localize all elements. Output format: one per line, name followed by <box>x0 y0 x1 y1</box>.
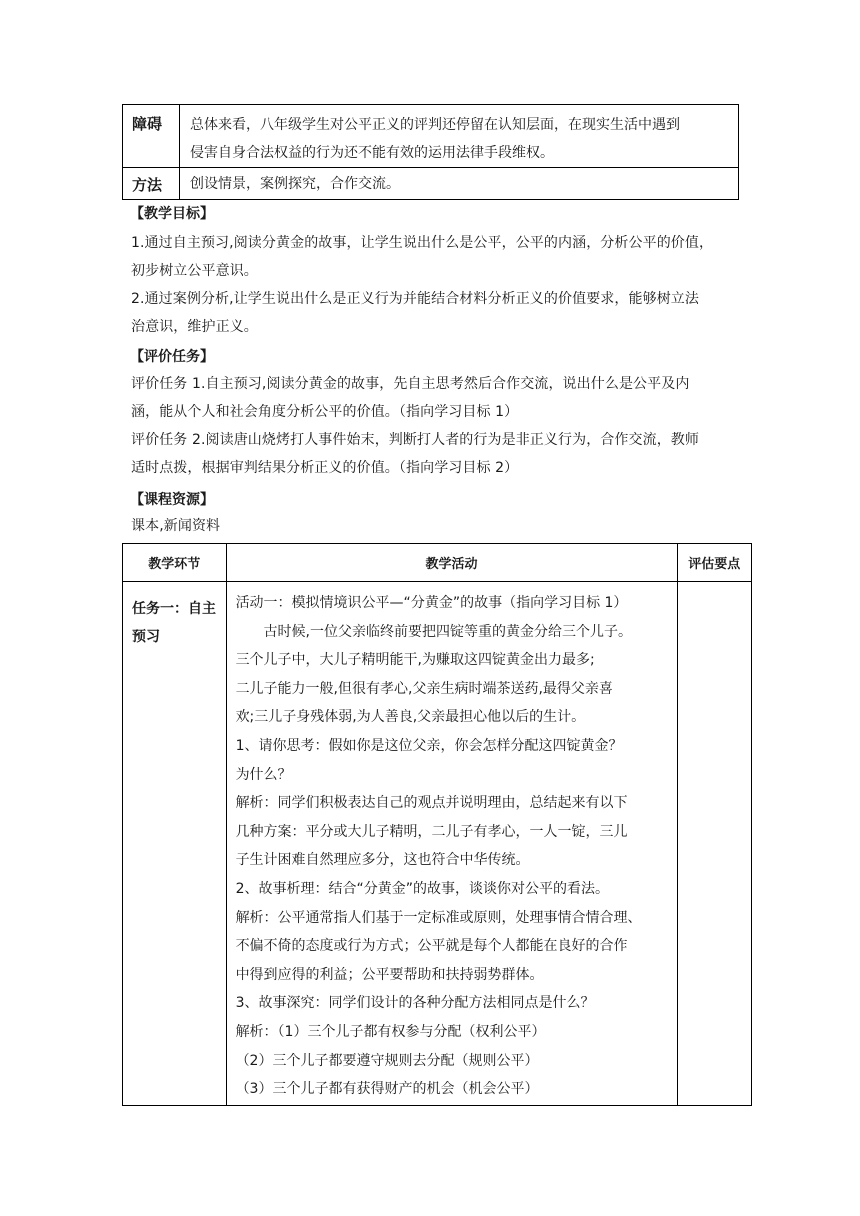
text-line: 几种方案：平分或大儿子精明，二儿子有孝心，一人一锭，三儿 <box>235 823 628 840</box>
row-content <box>180 105 739 168</box>
text-line: 初步树立公平意识。 <box>131 263 258 279</box>
table-row <box>123 105 739 168</box>
text-line: 评价任务 1.自主预习,阅读分黄金的故事，先自主思考然后合作交流，说出什么是公平及内 <box>131 376 690 392</box>
table-row <box>123 168 739 200</box>
row-label: 方法 <box>123 168 180 200</box>
row-label: 障碍 <box>123 105 180 168</box>
top-table <box>122 104 739 200</box>
objectives-text <box>131 229 743 341</box>
text-line: 解析：（1）三个儿子都有权参与分配（权利公平） <box>235 1023 546 1040</box>
text-line: 欢;三儿子身残体弱,为人善良,父亲最担心他以后的生计。 <box>235 709 586 726</box>
text-line: 涵，能从个人和社会角度分析公平的价值。（指向学习目标 1） <box>131 404 519 420</box>
text-line: 治意识，维护正义。 <box>131 319 258 335</box>
text-line: 3、故事深究：同学们设计的各种分配方法相同点是什么？ <box>235 995 595 1012</box>
text-line: 子生计困难自然理应多分，这也符合中华传统。 <box>235 852 530 869</box>
objectives-heading: 【教学目标】 <box>130 206 214 222</box>
table-header-row <box>123 544 752 582</box>
text-line: 预习 <box>132 629 160 645</box>
header-cell: 教学活动 <box>226 544 677 582</box>
text-line: 创设情景，案例探究，合作交流。 <box>190 176 400 192</box>
text-line: 中得到应得的利益；公平要帮助和扶持弱势群体。 <box>235 966 544 983</box>
text-line: 侵害自身合法权益的行为还不能有效的运用法律手段维权。 <box>190 145 554 161</box>
resources-heading: 【课程资源】 <box>130 492 214 508</box>
text-line: 二儿子能力一般,但很有孝心,父亲生病时端茶送药,最得父亲喜 <box>235 680 613 697</box>
text-line: 1、请你思考：假如你是这位父亲，你会怎样分配这四锭黄金？ <box>235 737 623 754</box>
text-line: 2.通过案例分析,让学生说出什么是正义行为并能结合材料分析正义的价值要求，能够树立法 <box>131 291 700 307</box>
text-line: 2、故事析理：结合“分黄金”的故事，谈谈你对公平的看法。 <box>235 880 609 897</box>
table-row <box>123 582 752 1106</box>
evaluation-heading: 【评价任务】 <box>130 349 214 365</box>
text-line: 任务一：自主 <box>132 601 216 617</box>
text-line: 1.通过自主预习,阅读分黄金的故事，让学生说出什么是公平，公平的内涵，分析公平的价值， <box>131 235 714 251</box>
evaluation-cell <box>677 582 751 1106</box>
text-line: （3）三个儿子都有获得财产的机会（机会公平） <box>235 1081 539 1098</box>
activity-cell <box>226 582 677 1106</box>
task-cell <box>123 582 227 1106</box>
header-cell: 评估要点 <box>677 544 751 582</box>
text-line: 活动一：模拟情境识公平—“分黄金”的故事（指向学习目标 1） <box>235 595 628 611</box>
text-line: 总体来看，八年级学生对公平正义的评判还停留在认知层面，在现实生活中遇到 <box>190 117 680 133</box>
text-line: （2）三个儿子都要遵守规则去分配（规则公平） <box>235 1052 539 1069</box>
evaluation-text <box>131 370 743 482</box>
text-line: 不偏不倚的态度或行为方式；公平就是每个人都能在良好的合作 <box>235 938 628 955</box>
row-content <box>180 168 739 200</box>
text-line: 适时点拨，根据审判结果分析正义的价值。（指向学习目标 2） <box>131 460 519 476</box>
lesson-table <box>122 543 752 1106</box>
header-cell: 教学环节 <box>123 544 227 582</box>
resources-text: 课本,新闻资料 <box>131 518 221 534</box>
text-line: 为什么？ <box>235 766 292 783</box>
text-line: 解析：同学们积极表达自己的观点并说明理由，总结起来有以下 <box>235 795 628 812</box>
text-line: 三个儿子中，大儿子精明能干,为赚取这四锭黄金出力最多; <box>235 652 595 669</box>
text-line: 评价任务 2.阅读唐山烧烤打人事件始末，判断打人者的行为是非正义行为，合作交流，教师 <box>131 432 700 448</box>
text-line: 古时候,一位父亲临终前要把四锭等重的黄金分给三个儿子。 <box>235 623 633 640</box>
text-line: 解析：公平通常指人们基于一定标准或原则，处理事情合情合理、 <box>235 909 642 926</box>
